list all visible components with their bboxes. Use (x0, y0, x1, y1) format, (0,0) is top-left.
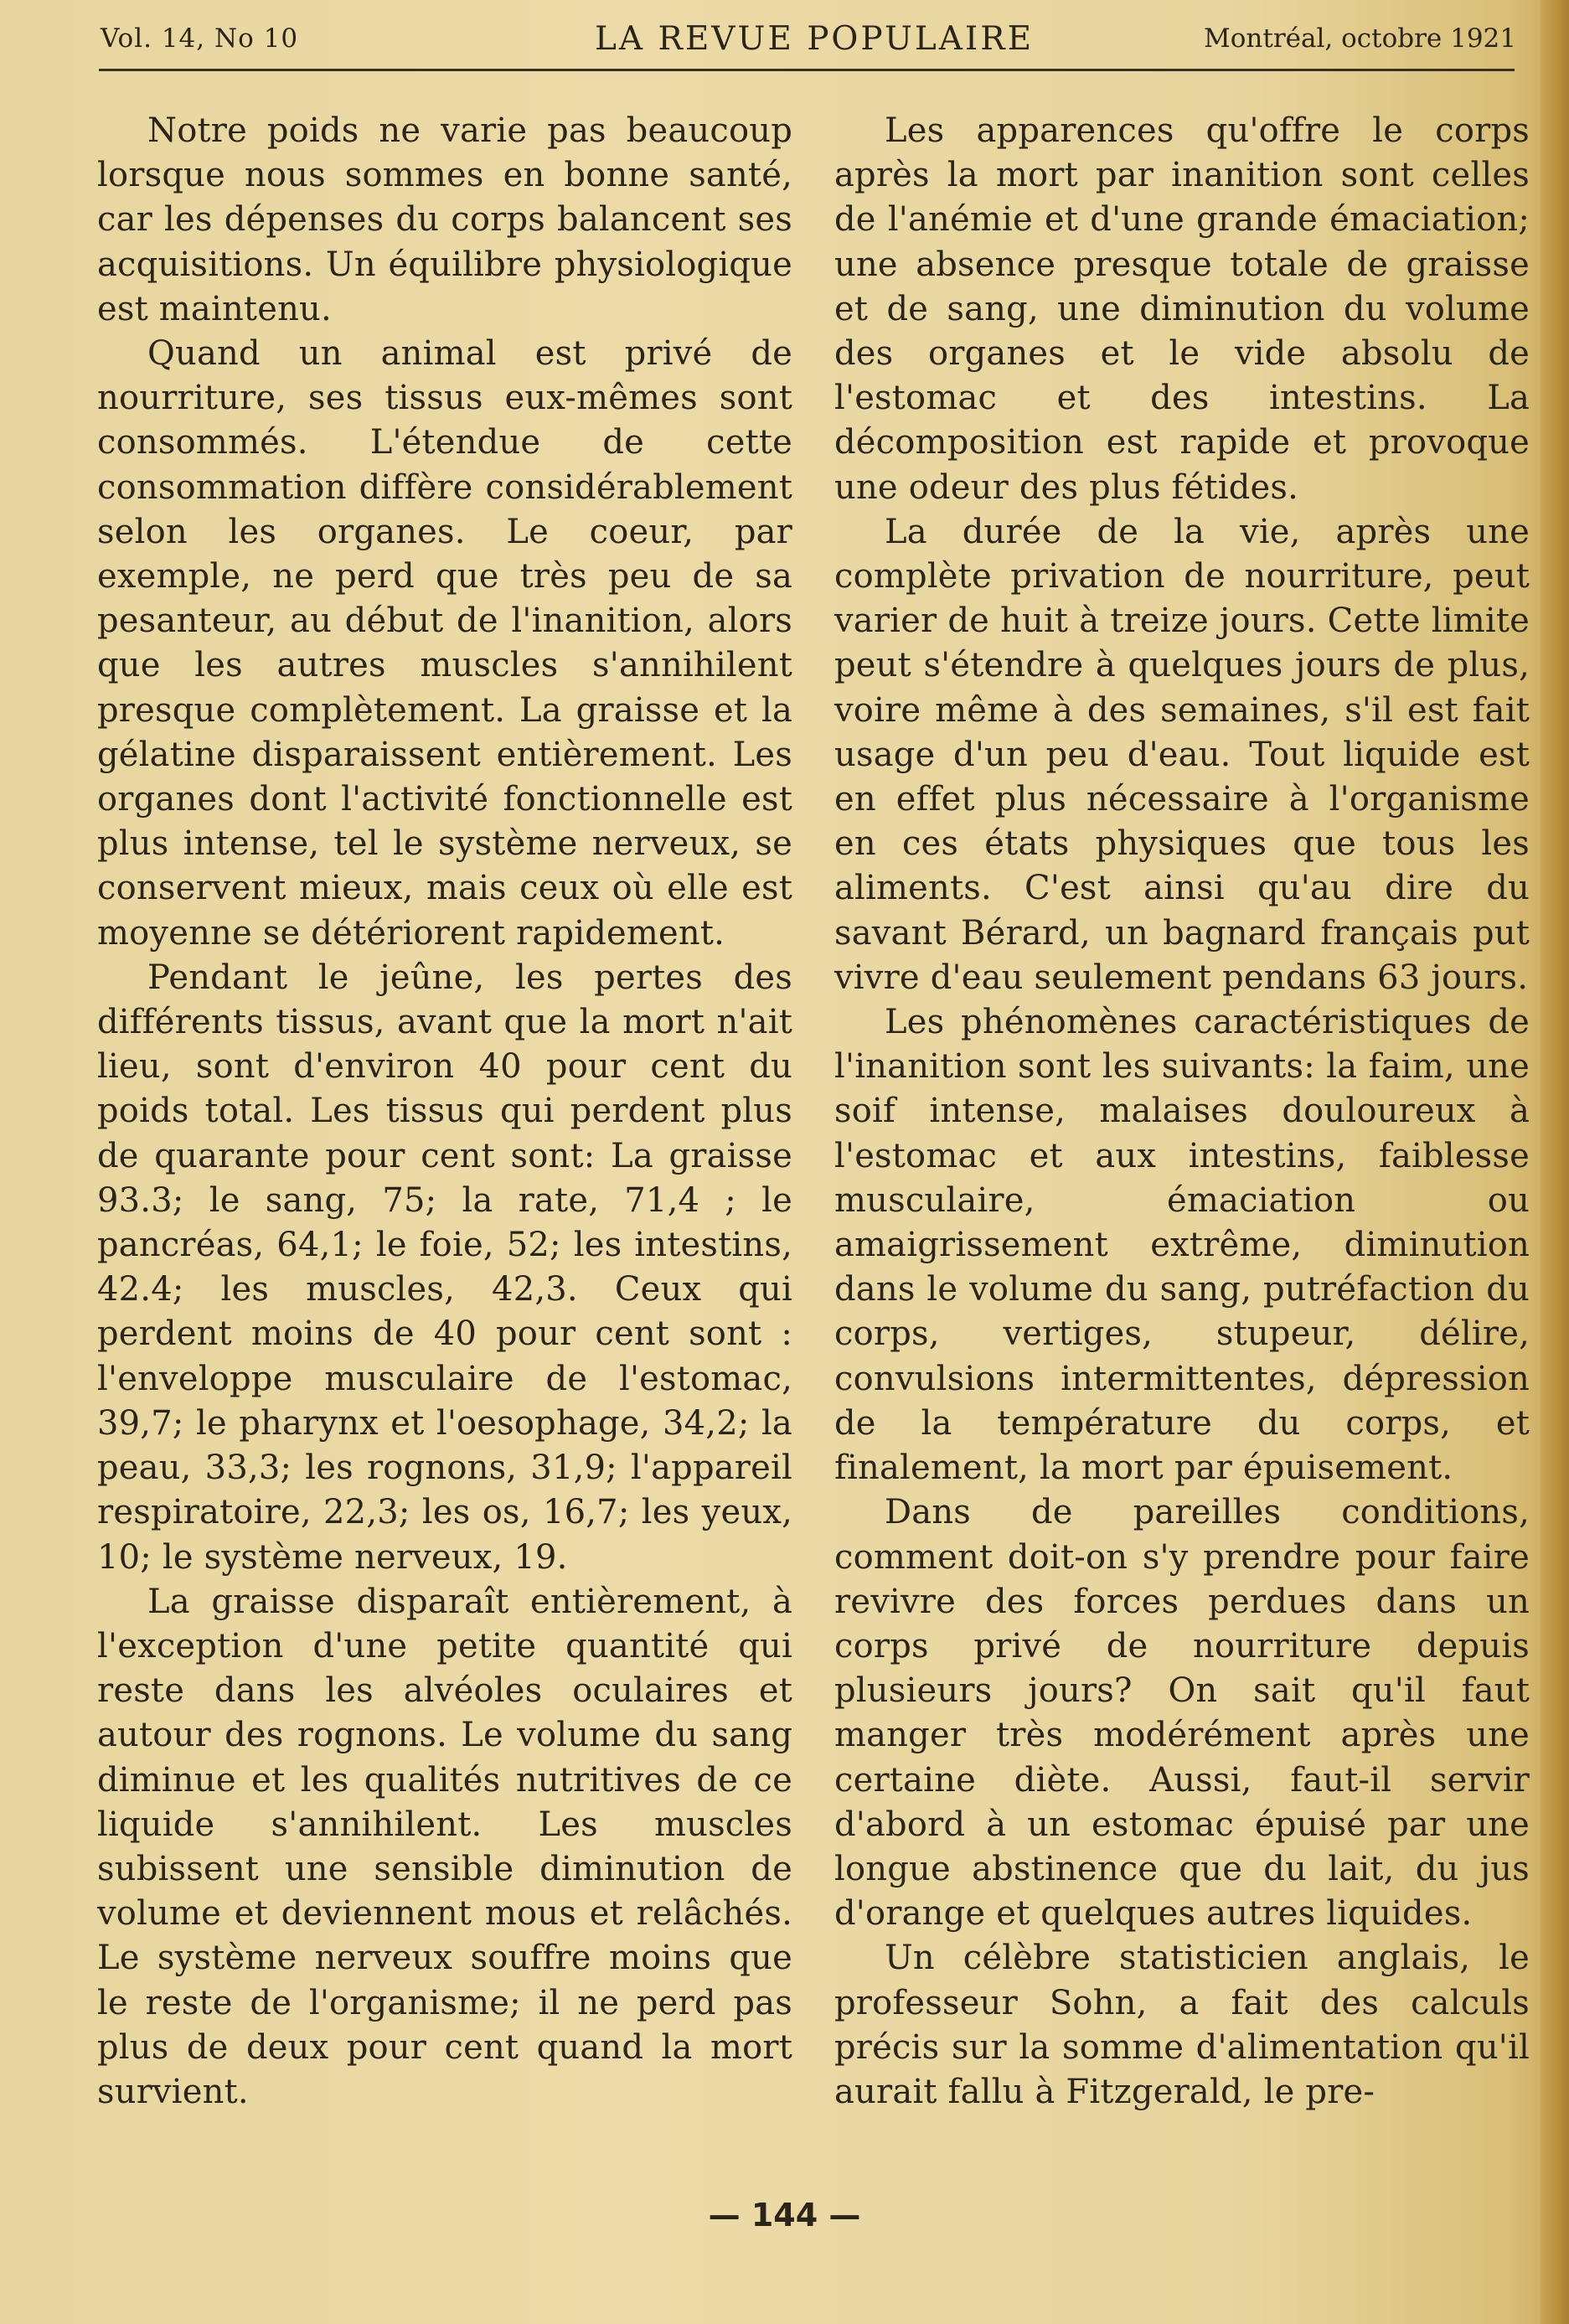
header-rule (99, 69, 1515, 71)
paragraph: Dans de pareilles conditions, comment doit-on s'y prendre pour faire revivre des forces perdues dans un corps privé de nourriture depuis plusieurs jours? On sait qu'il faut manger très modérément après une certaine diète. Aussi, faut-il servir d'abord à un estomac épuisé par une longue abstinence que du lait, du jus d'orange et quelques autres liquides. (834, 1493, 1530, 1934)
paragraph: Quand un animal est privé de nourriture, ses tissus eux-mêmes sont consommés. L'étendue de cette consommation diffère considérablement selon les organes. Le coeur, par exemple, ne perd que très peu de sa pesanteur, au début de l'inanition, alors que les autres muscles s'annihilent presque complètement. La graisse et la gélatine disparaissent entièrement. Les organes dont l'activité fonctionnelle est plus intense, tel le système nerveux, se conservent mieux, mais ceux où elle est moyenne se détériorent rapidement. (97, 334, 792, 953)
paragraph: Un célèbre statisticien anglais, le professeur Sohn, a fait des calculs précis sur la somme d'alimentation qu'il aurait fallu à Fitzgerald, le pre- (834, 1939, 1530, 2111)
paragraph: Pendant le jeûne, les pertes des différents tissus, avant que la mort n'ait lieu, sont d'environ 40 pour cent du poids total. Les tissus qui perdent plus de quarante pour cent sont: La graisse 93.3; le sang, 75; la rate, 71,4 ; le pancréas, 64,1; le foie, 52; les intestins, 42.4; les muscles, 42,3. Ceux qui perdent moins de 40 pour cent sont : l'enveloppe musculaire de l'estomac, 39,7; le pharynx et l'oesophage, 34,2; la peau, 33,3; les rognons, 31,9; l'appareil respiratoire, 22,3; les os, 16,7; les yeux, 10; le système nerveux, 19. (97, 958, 792, 1577)
page-edge (1541, 0, 1569, 2324)
running-header (101, 15, 1516, 65)
paragraph: La durée de la vie, après une complète privation de nourriture, peut varier de huit à treize jours. Cette limite peut s'étendre à quelques jours de plus, voire même à des semaines, s'il est fait usage d'un peu d'eau. Tout liquide est en effet plus nécessaire à l'organisme en ces états physiques que tous les aliments. C'est ainsi qu'au dire du savant Bérard, un bagnard français put vivre d'eau seulement pendans 63 jours. (834, 512, 1530, 997)
volume-number: Vol. 14, No 10 (101, 23, 299, 54)
publication-title: LA REVUE POPULAIRE (595, 20, 1035, 58)
right-column (834, 109, 1530, 2115)
page-number: — 144 — (708, 2197, 861, 2234)
paragraph: Les apparences qu'offre le corps après la mort par inanition sont celles de l'anémie et d'une grande émaciation; une absence presque totale de graisse et de sang, une diminution du volume des organes et le vide absolu de l'estomac et des intestins. La décomposition est rapide et provoque une odeur des plus fétides. (834, 111, 1530, 507)
place-and-date: Montréal, octobre 1921 (1204, 23, 1516, 54)
left-column (97, 109, 792, 2115)
paragraph: Les phénomènes caractéristiques de l'inanition sont les suivants: la faim, une soif intense, malaises douloureux à l'estomac et aux intestins, faiblesse musculaire, émaciation ou amaigrissement extrême, diminution dans le volume du sang, putréfaction du corps, vertiges, stupeur, délire, convulsions intermittentes, dépression de la température du corps, et finalement, la mort par épuisement. (834, 1003, 1530, 1488)
paragraph: Notre poids ne varie pas beaucoup lorsque nous sommes en bonne santé, car les dépenses du corps balancent ses acquisitions. Un équilibre physiologique est maintenu. (97, 111, 792, 328)
paragraph: La graisse disparaît entièrement, à l'exception d'une petite quantité qui reste dans les alvéoles oculaires et autour des rognons. Le volume du sang diminue et les qualités nutritives de ce liquide s'annihilent. Les muscles subissent une sensible diminution de volume et deviennent mous et relâchés. Le système nerveux souffre moins que le reste de l'organisme; il ne perd pas plus de deux pour cent quand la mort survient. (97, 1582, 792, 2111)
